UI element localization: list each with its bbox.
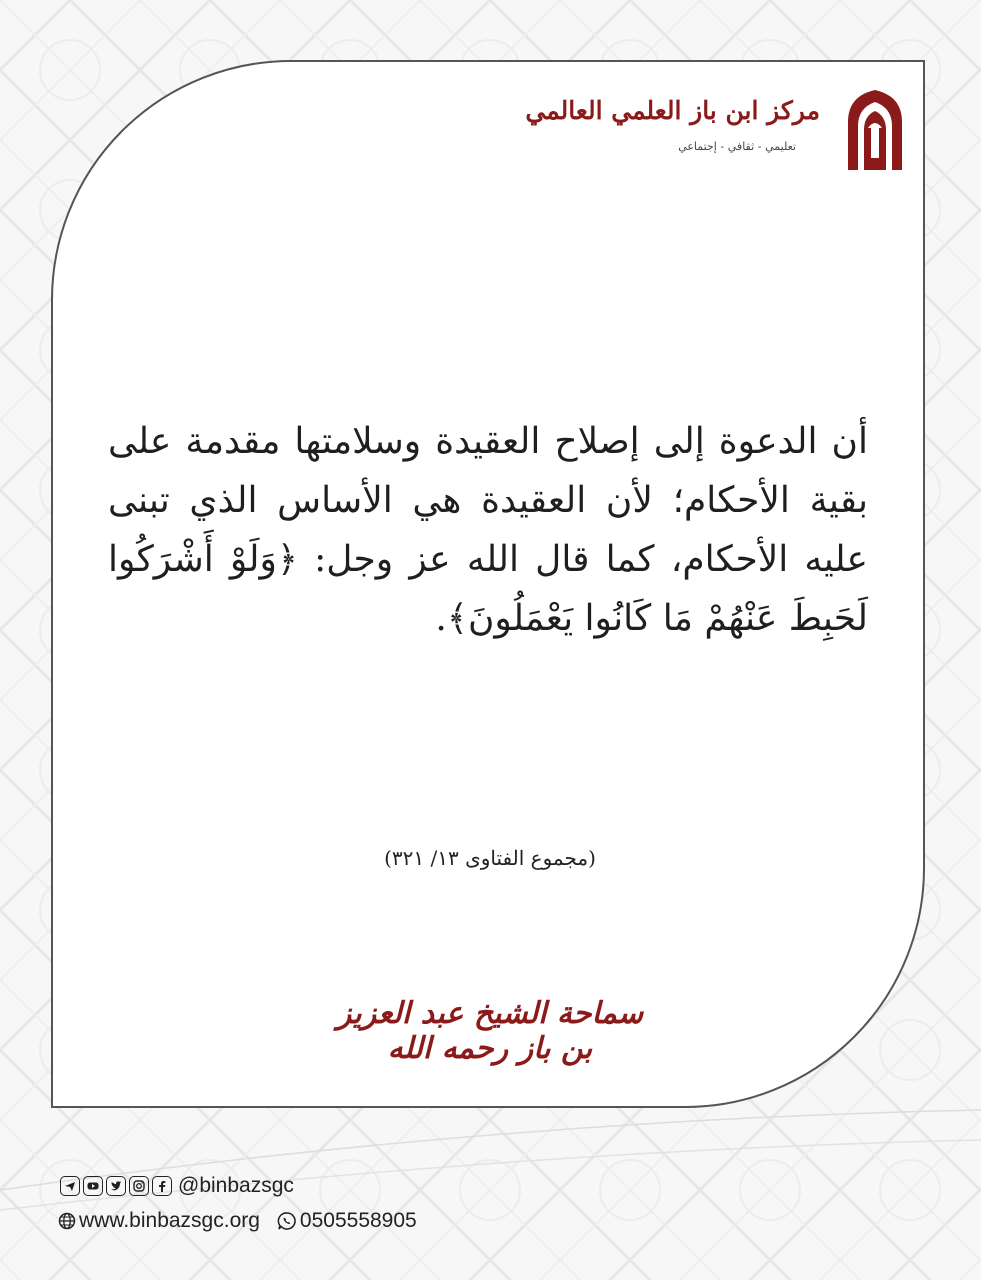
social-links	[60, 1174, 294, 1198]
website-link[interactable]: www.binbazsgc.org	[79, 1209, 260, 1232]
whatsapp-number[interactable]: 0505558905	[299, 1209, 417, 1232]
youtube-icon[interactable]	[83, 1176, 103, 1196]
telegram-icon[interactable]	[60, 1176, 80, 1196]
facebook-icon[interactable]	[152, 1176, 172, 1196]
citation: (مجموع الفتاوى ١٣/ ٣٢١)	[384, 846, 596, 870]
brand-tagline: تعليمي - ثقافي - إجتماعي	[678, 140, 796, 153]
instagram-icon[interactable]	[129, 1176, 149, 1196]
brand-logo	[525, 88, 906, 178]
mosque-arch-icon	[844, 88, 906, 170]
quote-text: أن الدعوة إلى إصلاح العقيدة وسلامتها مقدمة على بقية الأحكام؛ لأن العقيدة هي الأساس الذي تبنى عليه الأحكام، كما قال الله عز وجل: ﴿وَلَوْ أَشْرَكُوا لَحَبِطَ عَنْهُمْ مَا كَانُوا يَعْمَلُونَ﴾.	[108, 421, 868, 639]
contact-info	[58, 1209, 417, 1233]
signature: سماحة الشيخ عبد العزيز بن باز رحمه الله	[336, 996, 644, 1066]
whatsapp-icon	[277, 1211, 297, 1231]
globe-icon	[58, 1212, 76, 1230]
brand-name: مركز ابن باز العلمي العالمي	[525, 96, 820, 125]
social-handle[interactable]: @binbazsgc	[178, 1174, 294, 1197]
twitter-icon[interactable]	[106, 1176, 126, 1196]
